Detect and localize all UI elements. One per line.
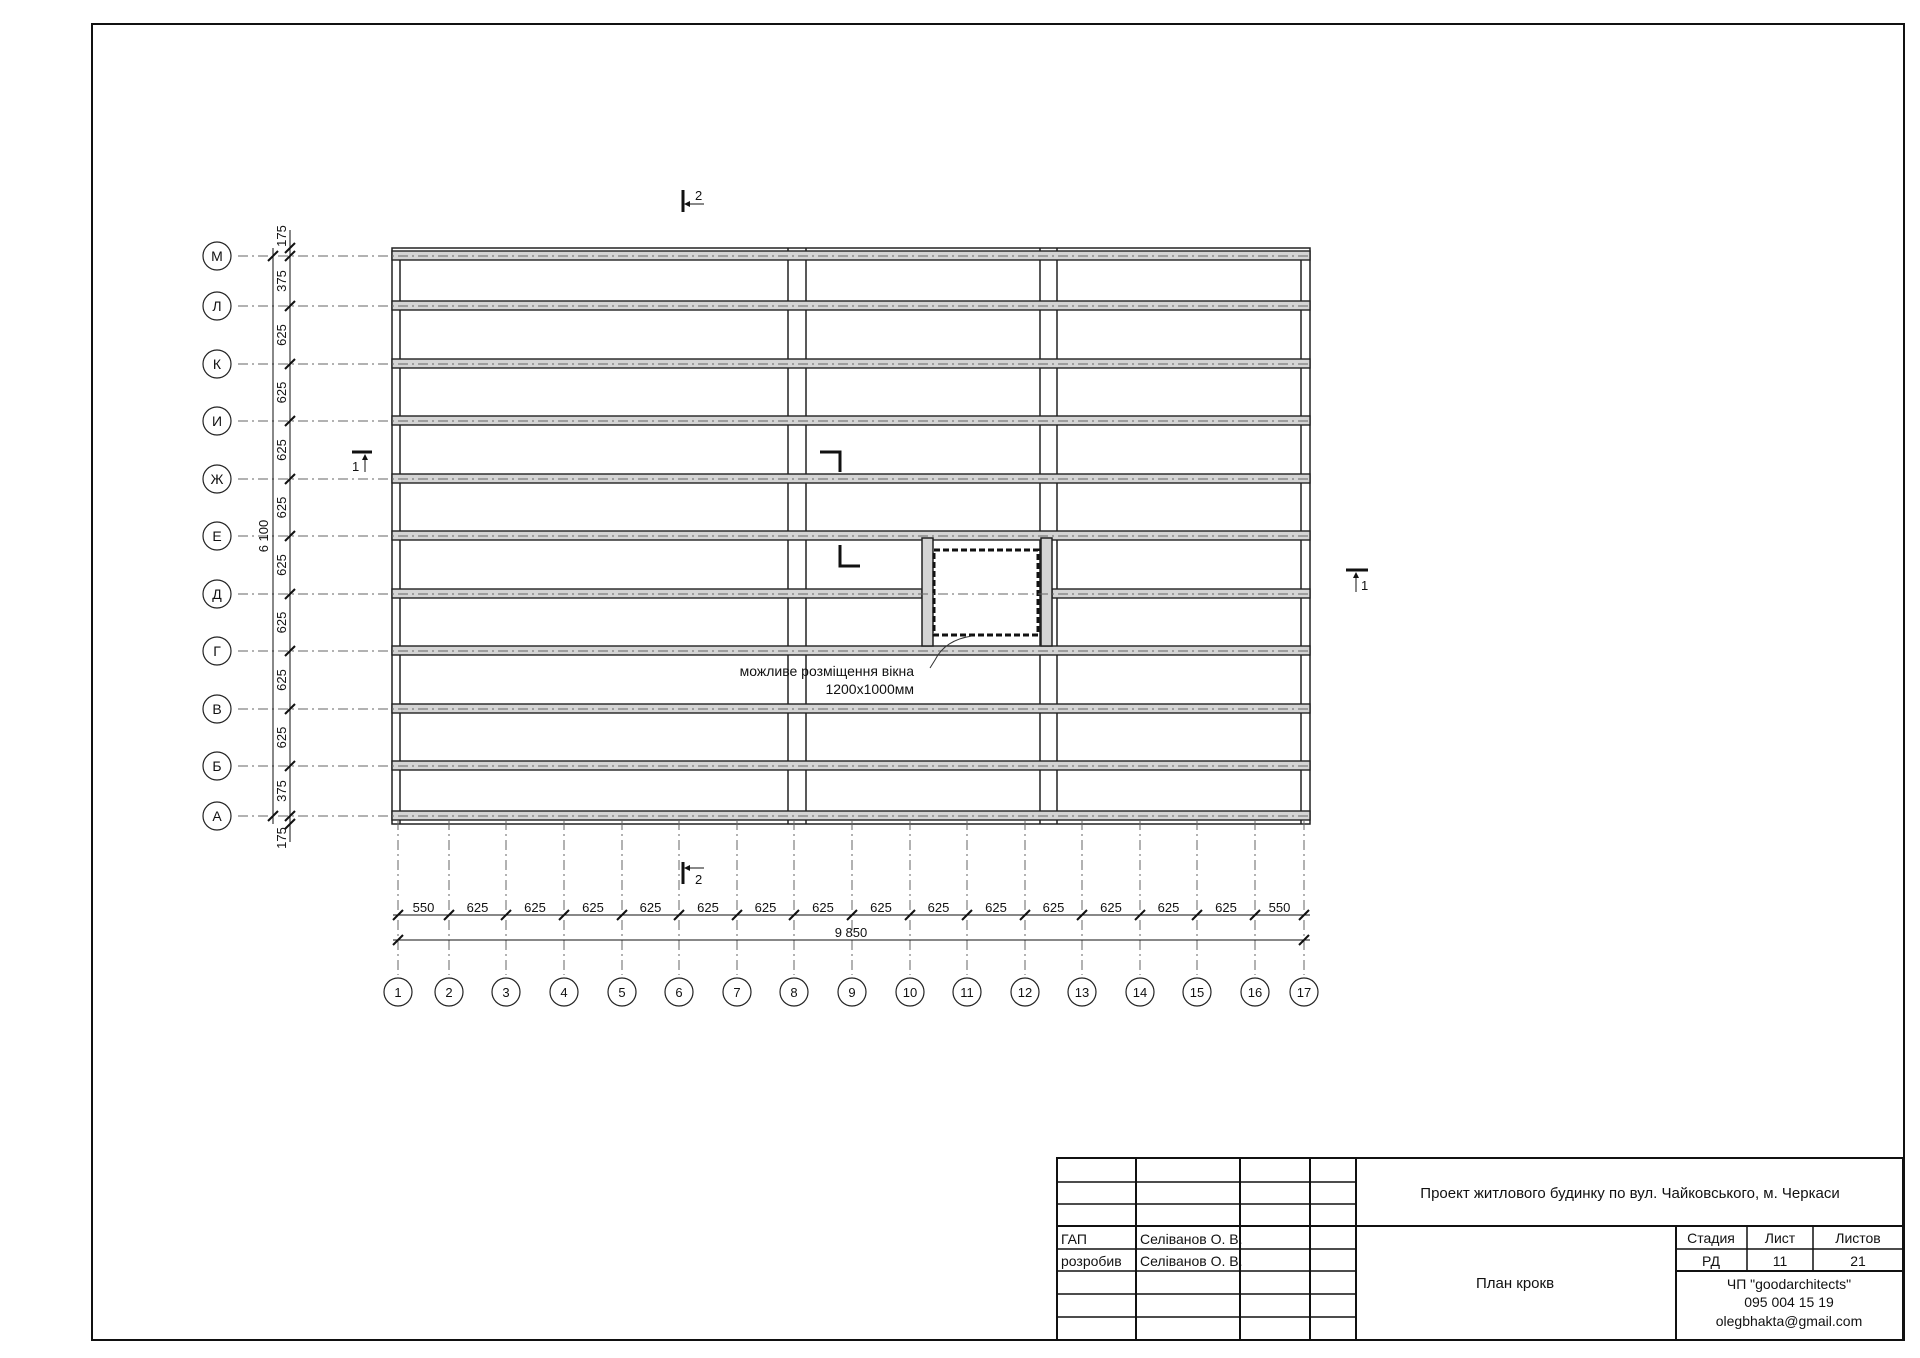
row-dimension-value: 625 xyxy=(274,669,289,691)
sheet-frame xyxy=(92,24,1904,1340)
row-axis-label: И xyxy=(211,413,223,429)
column-axis-bubble xyxy=(723,978,751,1006)
sheet-value: 11 xyxy=(1772,1253,1788,1269)
column-axis-label: 16 xyxy=(1247,985,1263,1000)
section-marker-1-right xyxy=(1346,570,1368,593)
window-note-line-2: 1200х1000мм xyxy=(825,681,914,697)
column-axis-label: 8 xyxy=(790,985,798,1000)
row-axis-label: Ж xyxy=(210,471,224,487)
company-name: ЧП "goodarchitects" xyxy=(1726,1276,1852,1292)
column-axis-bubble xyxy=(1126,978,1154,1006)
row-dimension-value: 625 xyxy=(274,496,289,519)
col-axes xyxy=(384,978,1318,1006)
row-dimension-value: 375 xyxy=(274,780,289,802)
dimension-chains xyxy=(256,225,1310,945)
section-2-label-bottom: 2 xyxy=(695,872,703,887)
name-gap: Селіванов О. В. xyxy=(1140,1231,1243,1247)
row-dimension-chain xyxy=(274,225,295,849)
stage-value: РД xyxy=(1702,1253,1720,1269)
project-title: Проект житлового будинку по вул. Чайковського, м. Черкаси xyxy=(1420,1185,1840,1202)
role-gap: ГАП xyxy=(1061,1231,1087,1247)
column-dimension-value: 625 xyxy=(1215,900,1237,915)
column-axis-bubble xyxy=(896,978,924,1006)
row-total-value: 6 100 xyxy=(256,519,271,553)
column-axis-label: 6 xyxy=(675,985,683,1000)
row-axis-bubble xyxy=(203,752,231,780)
row-dimension-value: 625 xyxy=(274,324,289,346)
column-axis-bubble xyxy=(838,978,866,1006)
row-axis-bubble xyxy=(203,695,231,723)
column-dimension-value: 625 xyxy=(639,900,662,915)
column-dimension-value: 625 xyxy=(812,900,834,915)
window-note-line-1: можливе розміщення вікна xyxy=(739,663,914,679)
row-dimension-value: 625 xyxy=(274,726,289,749)
row-axis-label: В xyxy=(212,701,222,717)
row-axis-label: А xyxy=(212,808,222,824)
row-axis-bubble xyxy=(203,242,231,270)
column-dimension-value: 625 xyxy=(870,900,892,915)
row-axis-bubble xyxy=(203,637,231,665)
section-marker-2-bottom xyxy=(683,862,704,887)
column-axis-bubble xyxy=(384,978,412,1006)
column-axis-bubble xyxy=(780,978,808,1006)
row-axis-bubble xyxy=(203,580,231,608)
row-dimension-value: 375 xyxy=(274,270,289,292)
row-axis-label: Д xyxy=(212,586,222,602)
column-dimension-value: 625 xyxy=(985,900,1007,915)
row-axis-bubble xyxy=(203,802,231,830)
row-axis-label: Г xyxy=(213,643,221,659)
column-dimension-value: 625 xyxy=(1042,900,1065,915)
row-axis-bubble xyxy=(203,407,231,435)
column-axis-bubble xyxy=(1241,978,1269,1006)
company-email: olegbhakta@gmail.com xyxy=(1715,1313,1863,1329)
section-2-label-top: 2 xyxy=(695,188,703,203)
role-developer: розробив xyxy=(1061,1253,1122,1269)
column-dimension-value: 625 xyxy=(1100,900,1122,915)
column-dimension-value: 625 xyxy=(697,900,719,915)
row-dimension-value: 625 xyxy=(274,554,289,576)
column-axis-bubble xyxy=(492,978,520,1006)
row-dimension-value: 625 xyxy=(274,381,289,404)
column-axis-bubble xyxy=(665,978,693,1006)
section-1-label-right: 1 xyxy=(1361,578,1369,593)
row-axis-label: Б xyxy=(212,758,222,774)
column-axis-label: 17 xyxy=(1296,985,1312,1000)
row-axis-bubble xyxy=(203,522,231,550)
column-axis-label: 3 xyxy=(502,985,510,1000)
row-axis-label: Е xyxy=(212,528,222,544)
column-dimension-value: 550 xyxy=(1268,900,1291,915)
column-axis-label: 9 xyxy=(848,985,856,1000)
column-dimension-value: 625 xyxy=(1157,900,1180,915)
row-dimension-value: 175 xyxy=(274,827,289,849)
title-block-text xyxy=(1061,1185,1881,1329)
column-total-value: 9 850 xyxy=(834,925,868,940)
column-dimension-value: 625 xyxy=(466,900,489,915)
column-axis-label: 4 xyxy=(560,985,568,1000)
column-axis-label: 15 xyxy=(1189,985,1205,1000)
column-axis-label: 14 xyxy=(1132,985,1148,1000)
column-dimension-value: 625 xyxy=(582,900,604,915)
row-dimension-value: 625 xyxy=(274,611,289,634)
sheets-value: 21 xyxy=(1850,1253,1866,1269)
window-opening xyxy=(934,550,1038,635)
column-axis-bubble xyxy=(953,978,981,1006)
row-axis-bubble xyxy=(203,465,231,493)
window-trimmers xyxy=(922,538,1052,646)
column-axis-label: 7 xyxy=(733,985,741,1000)
column-axis-bubble xyxy=(1290,978,1318,1006)
sheets-header: Листов xyxy=(1835,1230,1881,1246)
column-dimension-value: 550 xyxy=(412,900,435,915)
row-dimension-value: 175 xyxy=(274,225,289,247)
column-axis-label: 5 xyxy=(618,985,626,1000)
column-axis-label: 2 xyxy=(445,985,453,1000)
column-axis-bubble xyxy=(550,978,578,1006)
row-axis-label: Л xyxy=(212,298,222,314)
column-axis-bubble xyxy=(1068,978,1096,1006)
column-axis-bubble xyxy=(435,978,463,1006)
row-dimension-value: 625 xyxy=(274,439,289,461)
column-axis-bubble xyxy=(1183,978,1211,1006)
column-dimension-value: 625 xyxy=(524,900,546,915)
row-axis-label: К xyxy=(212,356,222,372)
section-1-label-left: 1 xyxy=(352,459,360,474)
company-phone: 095 004 15 19 xyxy=(1744,1294,1834,1310)
name-developer: Селіванов О. В. xyxy=(1140,1253,1243,1269)
column-dimension-value: 625 xyxy=(754,900,777,915)
row-axis-bubble xyxy=(203,292,231,320)
column-axis-label: 10 xyxy=(902,985,918,1000)
column-axis-label: 13 xyxy=(1074,985,1090,1000)
section-corner-marks xyxy=(820,452,860,566)
section-marker-2-top xyxy=(683,188,704,212)
column-axis-bubble xyxy=(1011,978,1039,1006)
row-axis-bubble xyxy=(203,350,231,378)
column-axis-label: 11 xyxy=(960,985,974,1000)
stage-header: Стадия xyxy=(1687,1230,1735,1246)
drawing-title: План крокв xyxy=(1475,1275,1555,1292)
column-axis-bubble xyxy=(608,978,636,1006)
section-marker-1-left xyxy=(352,452,372,474)
sheet-header: Лист xyxy=(1764,1230,1796,1246)
column-axis-label: 1 xyxy=(394,985,402,1000)
row-axis-label: М xyxy=(211,248,223,264)
row-axes xyxy=(203,242,231,830)
column-dimension-value: 625 xyxy=(927,900,950,915)
column-axis-label: 12 xyxy=(1017,985,1033,1000)
